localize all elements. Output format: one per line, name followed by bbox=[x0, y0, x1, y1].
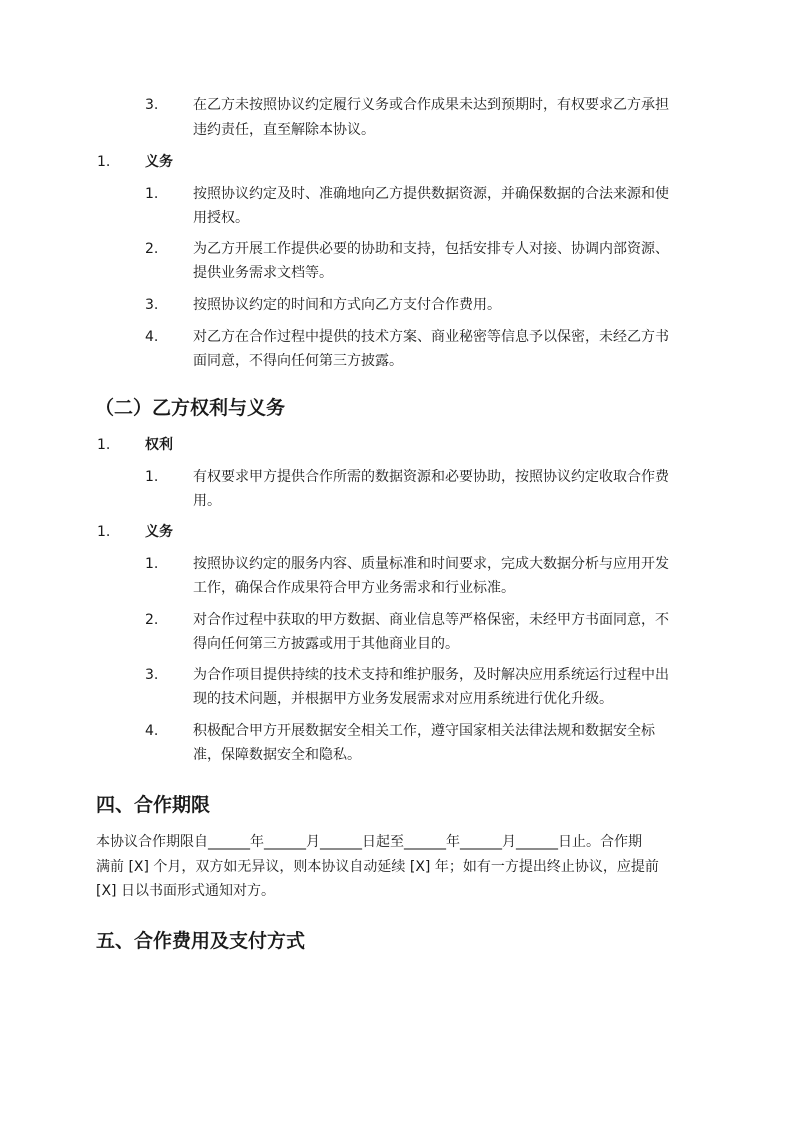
section-heading-party-b: （二）乙方权利与义务 bbox=[95, 397, 286, 419]
list-item-line: 得向任何第三方披露或用于其他商业目的。 bbox=[193, 636, 459, 652]
list-item-line: 工作，确保合作成果符合甲方业务需求和行业标准。 bbox=[193, 580, 515, 596]
list-number: 4. bbox=[145, 723, 159, 739]
section-heading-term: 四、合作期限 bbox=[96, 794, 211, 816]
paragraph-line: [X] 日以书面形式通知对方。 bbox=[96, 883, 275, 899]
paragraph-line: 本协议合作期限自______年______月______日起至______年______月______日止。合作期 bbox=[96, 834, 642, 850]
list-number: 3. bbox=[145, 297, 159, 313]
list-number: 3. bbox=[145, 667, 159, 683]
list-item-line: 为合作项目提供持续的技术支持和维护服务，及时解决应用系统运行过程中出 bbox=[193, 667, 669, 683]
list-number: 1. bbox=[97, 154, 111, 170]
list-number: 1. bbox=[145, 556, 159, 572]
list-item-line: 用。 bbox=[193, 493, 221, 509]
list-item-line: 按照协议约定的服务内容、质量标准和时间要求，完成大数据分析与应用开发 bbox=[193, 556, 669, 572]
list-number: 1. bbox=[97, 437, 111, 453]
list-item-line: 提供业务需求文档等。 bbox=[193, 265, 333, 281]
list-item-line: 积极配合甲方开展数据安全相关工作，遵守国家相关法律法规和数据安全标 bbox=[193, 723, 655, 739]
list-number: 1. bbox=[145, 469, 159, 485]
subsection-label-rights: 权利 bbox=[145, 437, 173, 453]
list-item-line: 在乙方未按照协议约定履行义务或合作成果未达到预期时，有权要求乙方承担 bbox=[193, 97, 669, 113]
list-number: 2. bbox=[145, 612, 159, 628]
subsection-label-obligations: 义务 bbox=[145, 524, 173, 540]
list-item-line: 按照协议约定的时间和方式向乙方支付合作费用。 bbox=[193, 297, 501, 313]
list-item-line: 为乙方开展工作提供必要的协助和支持，包括安排专人对接、协调内部资源、 bbox=[193, 241, 669, 257]
list-item-line: 对乙方在合作过程中提供的技术方案、商业秘密等信息予以保密，未经乙方书 bbox=[193, 329, 669, 345]
list-item-line: 用授权。 bbox=[193, 210, 249, 226]
list-item-line: 有权要求甲方提供合作所需的数据资源和必要协助，按照协议约定收取合作费 bbox=[193, 469, 669, 485]
list-number: 1. bbox=[145, 186, 159, 202]
list-number: 4. bbox=[145, 329, 159, 345]
section-heading-fees: 五、合作费用及支付方式 bbox=[96, 930, 306, 952]
list-item-line: 对合作过程中获取的甲方数据、商业信息等严格保密，未经甲方书面同意，不 bbox=[193, 612, 669, 628]
list-item-line: 面同意，不得向任何第三方披露。 bbox=[193, 353, 403, 369]
paragraph-line: 满前 [X] 个月，双方如无异议，则本协议自动延续 [X] 年；如有一方提出终止协议，应提前 bbox=[96, 859, 659, 875]
list-number: 3. bbox=[145, 97, 159, 113]
list-item-line: 违约责任，直至解除本协议。 bbox=[193, 122, 375, 138]
subsection-label-obligations: 义务 bbox=[145, 154, 173, 170]
list-item-line: 准，保障数据安全和隐私。 bbox=[193, 747, 361, 763]
list-item-line: 按照协议约定及时、准确地向乙方提供数据资源，并确保数据的合法来源和使 bbox=[193, 186, 669, 202]
list-item-line: 现的技术问题，并根据甲方业务发展需求对应用系统进行优化升级。 bbox=[193, 691, 613, 707]
list-number: 2. bbox=[145, 241, 159, 257]
list-number: 1. bbox=[97, 524, 111, 540]
